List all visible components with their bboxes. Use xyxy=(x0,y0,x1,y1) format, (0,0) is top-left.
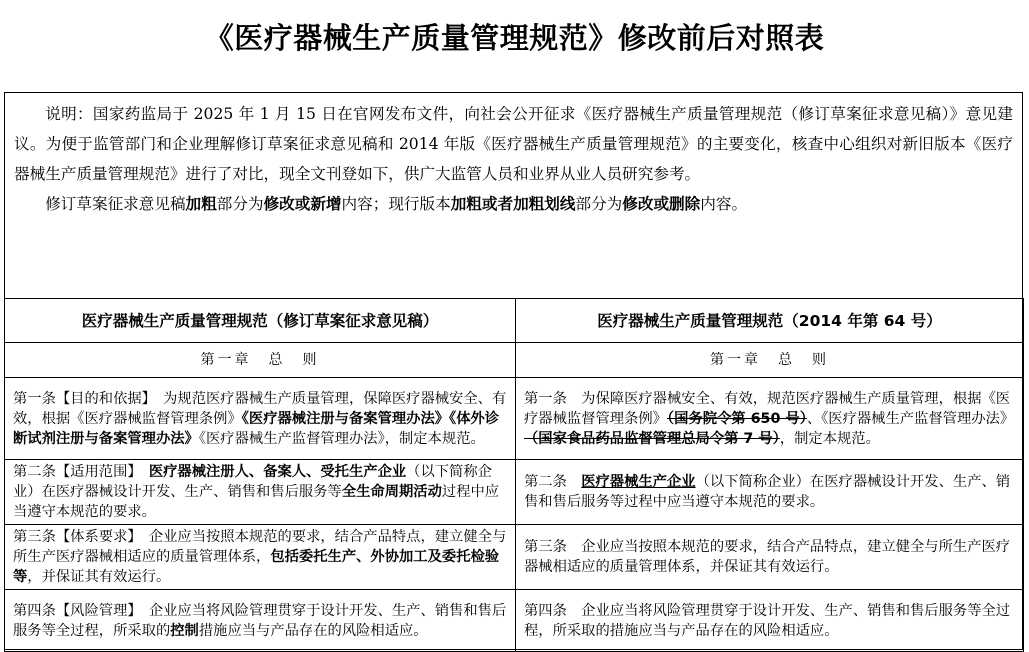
current-article-cell xyxy=(516,525,1024,590)
article-text: ，制定本规范。 xyxy=(779,430,880,447)
highlighted-text: 医疗器械生产企业 xyxy=(581,474,696,490)
left-column-header: 医疗器械生产质量管理规范（修订草案征求意见稿） xyxy=(5,299,516,343)
intro-paragraph: 说明：国家药监局于 2025 年 1 月 15 日在官网发布文件，向社会公开征求《医疗器械生产质量管理规范（修订草案征求意见稿）》意见建议。为便于监管部门和企业理解修订草案征求意见稿和 2014 年版《医疗器械生产质量管理规范》的主要变化，核查中心组织对新旧版本《医疗器械生产质量管理规范》进行了对比，现全文刊登如下，供广大监管人员和业界从业人员研究参考。 xyxy=(14,105,1013,183)
article-text: 措施应当与产品存在的风险相适应。 xyxy=(198,622,428,639)
table-row xyxy=(5,525,1024,590)
legend-bold: 加粗或者加粗划线 xyxy=(450,195,576,213)
draft-article-cell xyxy=(5,378,516,460)
legend-text: 修订草案征求意见稿 xyxy=(45,195,186,213)
left-chapter-title: 第一章 总 则 xyxy=(5,343,516,378)
intro-section xyxy=(4,92,1023,298)
legend-text: 内容。 xyxy=(700,195,748,213)
highlighted-text: 医疗器械注册人、备案人、受托生产企业 xyxy=(148,464,407,480)
highlighted-text: （国家食品药品监督管理总局令第 7 号） xyxy=(524,430,780,447)
current-article-cell xyxy=(516,590,1024,652)
draft-article-cell xyxy=(5,525,516,590)
article-text: 第二条【适用范围】 xyxy=(13,464,149,480)
article-text: 过程中应当遵守本规范的要求。 xyxy=(13,484,500,520)
highlighted-text: 《医疗器械注册与备案管理办法》《体外诊断试剂注册与备案管理办法》 xyxy=(13,410,500,447)
legend-text: 内容；现行版本 xyxy=(341,195,451,213)
article-text: 第四条 企业应当将风险管理贯穿于设计开发、生产、销售和售后服务等全过程，所采取的措施应当与产品存在的风险相适应。 xyxy=(524,602,1011,639)
draft-article-cell xyxy=(5,590,516,652)
current-article-cell xyxy=(516,378,1024,460)
draft-article-cell xyxy=(5,460,516,525)
article-text: （以下简称企业）在医疗器械设计开发、生产、销售和售后服务等过程中应当遵守本规范的要求。 xyxy=(524,474,1011,510)
article-text: 《医疗器械生产监督管理办法》，制定本规范。 xyxy=(198,430,485,447)
current-article-cell xyxy=(516,460,1024,525)
highlighted-text: （国务院令第 650 号） xyxy=(666,410,807,427)
article-text: 第一条 为保障医疗器械安全、有效，规范医疗器械生产质量管理，根据《医疗器械监督管理条例》 xyxy=(524,390,1011,427)
document-title: 《医疗器械生产质量管理规范》修改前后对照表 xyxy=(204,21,825,55)
legend-bold: 加粗 xyxy=(185,195,217,213)
article-text: 第四条【风险管理】 企业应当将风险管理贯穿于设计开发、生产、销售和售后服务等全过程，所采取的 xyxy=(13,602,507,639)
article-text: 、《医疗器械生产监督管理办法》 xyxy=(806,410,1015,427)
legend-bold: 修改或新增 xyxy=(263,195,342,213)
article-text: （以下简称企业）在医疗器械设计开发、生产、销售和售后服务等 xyxy=(13,464,492,500)
highlighted-text: 全生命周期活动 xyxy=(341,484,442,500)
article-text: 第一条【目的和依据】 为规范医疗器械生产质量管理，保障医疗器械安全、有效，根据《医疗器械监督管理条例》 xyxy=(13,390,507,427)
table-row xyxy=(5,460,1024,525)
article-text: 第三条 企业应当按照本规范的要求，结合产品特点，建立健全与所生产医疗器械相适应的质量管理体系，并保证其有效运行。 xyxy=(524,539,1011,575)
highlighted-text: 控制 xyxy=(170,622,199,639)
article-text: 第二条 xyxy=(524,474,582,490)
comparison-table xyxy=(4,298,1024,652)
legend-text: 部分为 xyxy=(216,195,264,213)
right-chapter-title: 第一章 总 则 xyxy=(516,343,1024,378)
legend-paragraph xyxy=(14,189,1013,219)
right-column-header: 医疗器械生产质量管理规范（2014 年第 64 号） xyxy=(516,299,1024,343)
article-text: ，并保证其有效运行。 xyxy=(27,569,171,585)
article-text: 第三条【体系要求】 企业应当按照本规范的要求，结合产品特点，建立健全与所生产医疗器械相适应的质量管理体系， xyxy=(13,529,507,565)
legend-bold: 修改或删除 xyxy=(622,195,701,213)
highlighted-text: 包括委托生产、外协加工及委托检验等 xyxy=(13,549,500,585)
table-row xyxy=(5,378,1024,460)
legend-text: 部分为 xyxy=(575,195,623,213)
table-row xyxy=(5,590,1024,652)
